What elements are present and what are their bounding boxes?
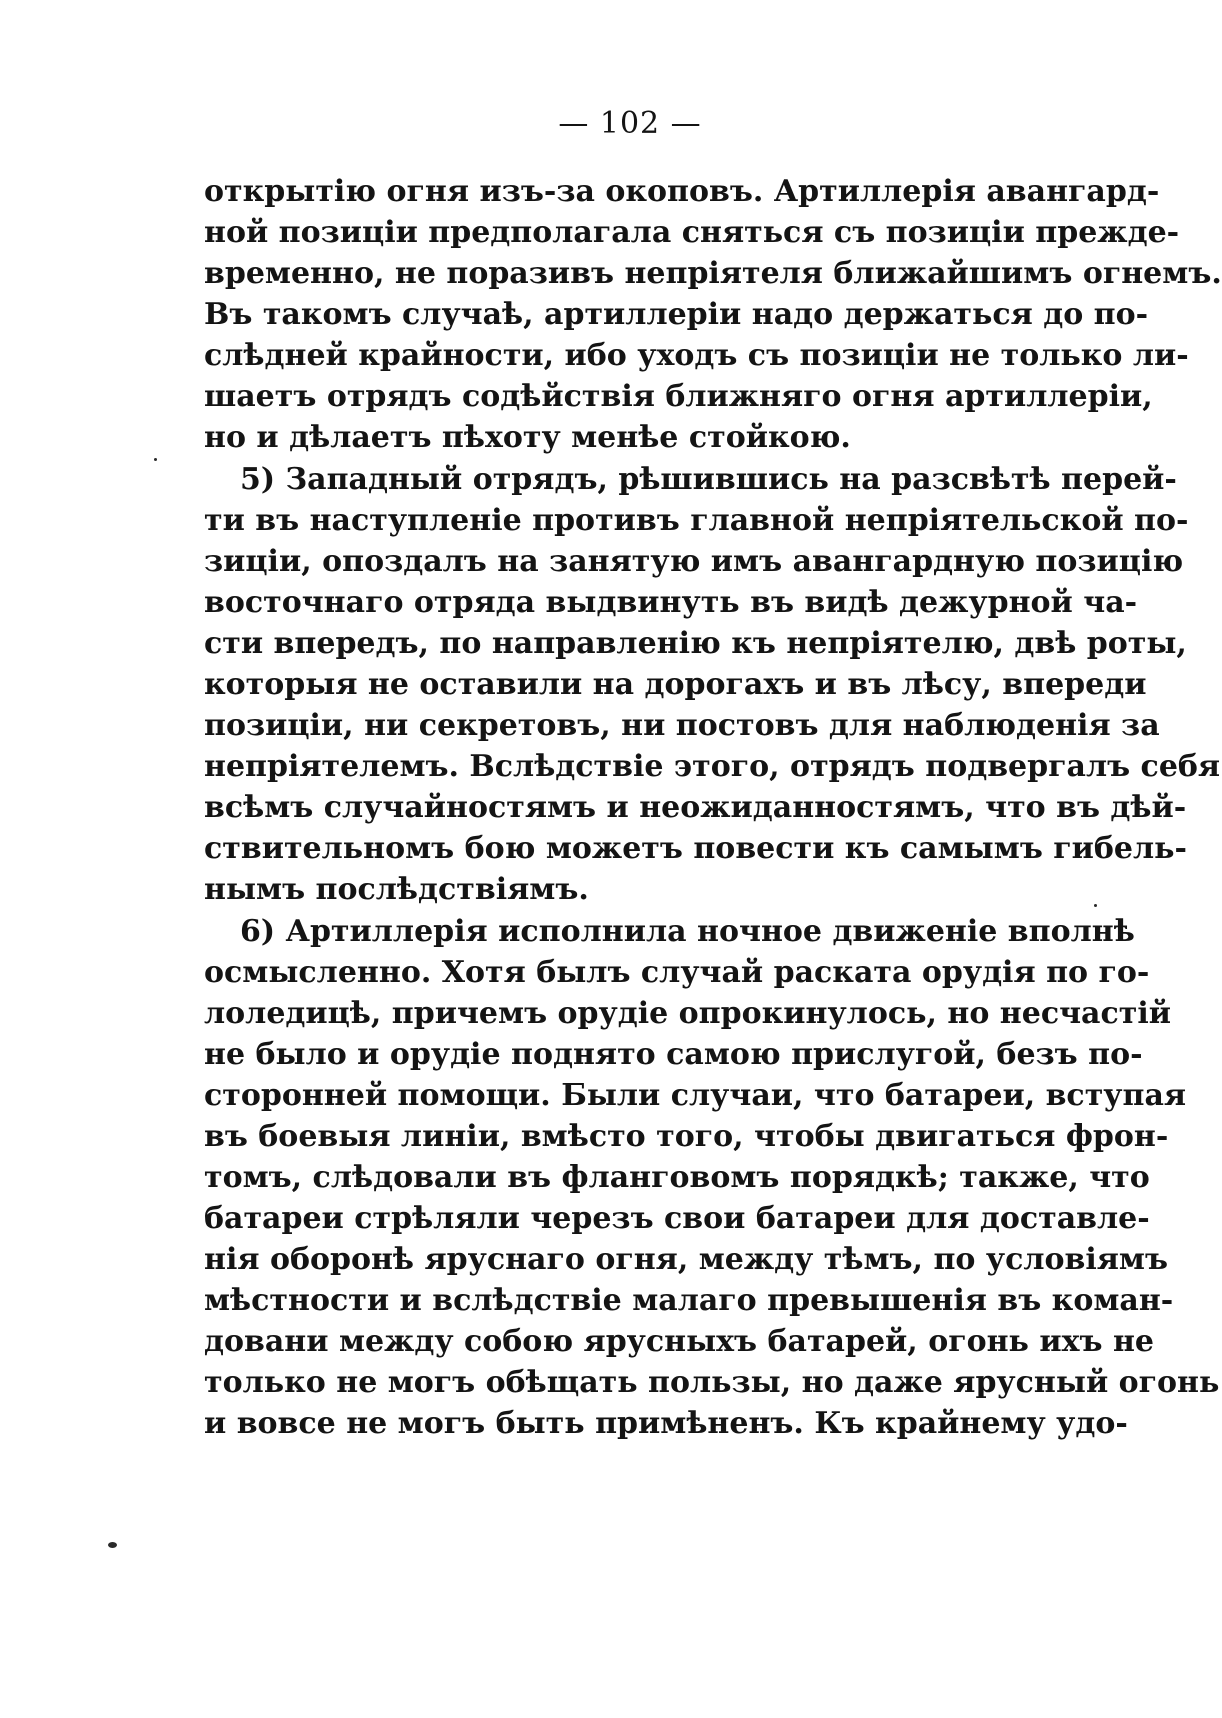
text-line: довани между собою ярусныхъ батарей, огонь ихъ не <box>204 1324 1154 1359</box>
text-line: ствительномъ бою можетъ повести къ самымъ гибель- <box>204 831 1187 866</box>
text-line: слѣдней крайности, ибо уходъ съ позиціи не только ли- <box>204 338 1189 373</box>
text-line: лоледицѣ, причемъ орудіе опрокинулось, но несчастій <box>204 996 1171 1031</box>
text-line: восточнаго отряда выдвинуть въ видѣ дежурной ча- <box>204 585 1138 620</box>
text-line: 5) Западный отрядъ, рѣшившись на разсвѣтѣ перей- <box>240 462 1177 497</box>
text-line: непріятелемъ. Вслѣдствіе этого, отрядъ подвергалъ себя <box>204 749 1221 784</box>
ink-speck <box>154 458 157 461</box>
text-line: сторонней помощи. Были случаи, что батареи, вступая <box>204 1078 1187 1113</box>
ink-speck <box>108 1542 117 1548</box>
text-line: Въ такомъ случаѣ, артиллеріи надо держаться до по- <box>204 297 1149 332</box>
text-line: нія оборонѣ яруснаго огня, между тѣмъ, по условіямъ <box>204 1242 1168 1277</box>
text-line: не было и орудіе поднято самою прислугой, безъ по- <box>204 1037 1143 1072</box>
text-line: батареи стрѣляли черезъ свои батареи для доставле- <box>204 1201 1150 1236</box>
text-line: открытію огня изъ-за окоповъ. Артиллерія авангард- <box>204 174 1160 209</box>
text-line: сти впередъ, по направленію къ непріятелю, двѣ роты, <box>204 626 1187 661</box>
text-line: ной позиціи предполагала сняться съ позиціи прежде- <box>204 215 1180 250</box>
text-line: позиціи, ни секретовъ, ни постовъ для наблюденія за <box>204 708 1160 743</box>
text-line: но и дѣлаетъ пѣхоту менѣе стойкою. <box>204 420 851 455</box>
text-line: которыя не оставили на дорогахъ и въ лѣсу, впереди <box>204 667 1147 702</box>
text-line: шаетъ отрядъ содѣйствія ближняго огня артиллеріи, <box>204 379 1153 414</box>
page-number: — 102 — <box>558 106 702 141</box>
text-line: нымъ послѣдствіямъ. <box>204 872 589 907</box>
ink-speck <box>1094 904 1097 907</box>
text-line: мѣстности и вслѣдствіе малаго превышенія въ коман- <box>204 1283 1174 1318</box>
text-line: только не могъ обѣщать пользы, но даже ярусный огонь <box>204 1365 1220 1400</box>
text-line: томъ, слѣдовали въ фланговомъ порядкѣ; также, что <box>204 1160 1150 1195</box>
text-line: ти въ наступленіе противъ главной непріятельской по- <box>204 503 1189 538</box>
text-line: осмысленно. Хотя былъ случай раската орудія по го- <box>204 955 1150 990</box>
text-line: и вовсе не могъ быть примѣненъ. Къ крайнему удо- <box>204 1406 1128 1441</box>
text-line: всѣмъ случайностямъ и неожиданностямъ, что въ дѣй- <box>204 790 1187 825</box>
text-line: зиціи, опоздалъ на занятую имъ авангардную позицію <box>204 544 1184 579</box>
text-line: временно, не поразивъ непріятеля ближайшимъ огнемъ. <box>204 256 1222 291</box>
text-line: 6) Артиллерія исполнила ночное движеніе вполнѣ <box>240 914 1135 949</box>
text-line: въ боевыя линіи, вмѣсто того, чтобы двигаться фрон- <box>204 1119 1169 1154</box>
